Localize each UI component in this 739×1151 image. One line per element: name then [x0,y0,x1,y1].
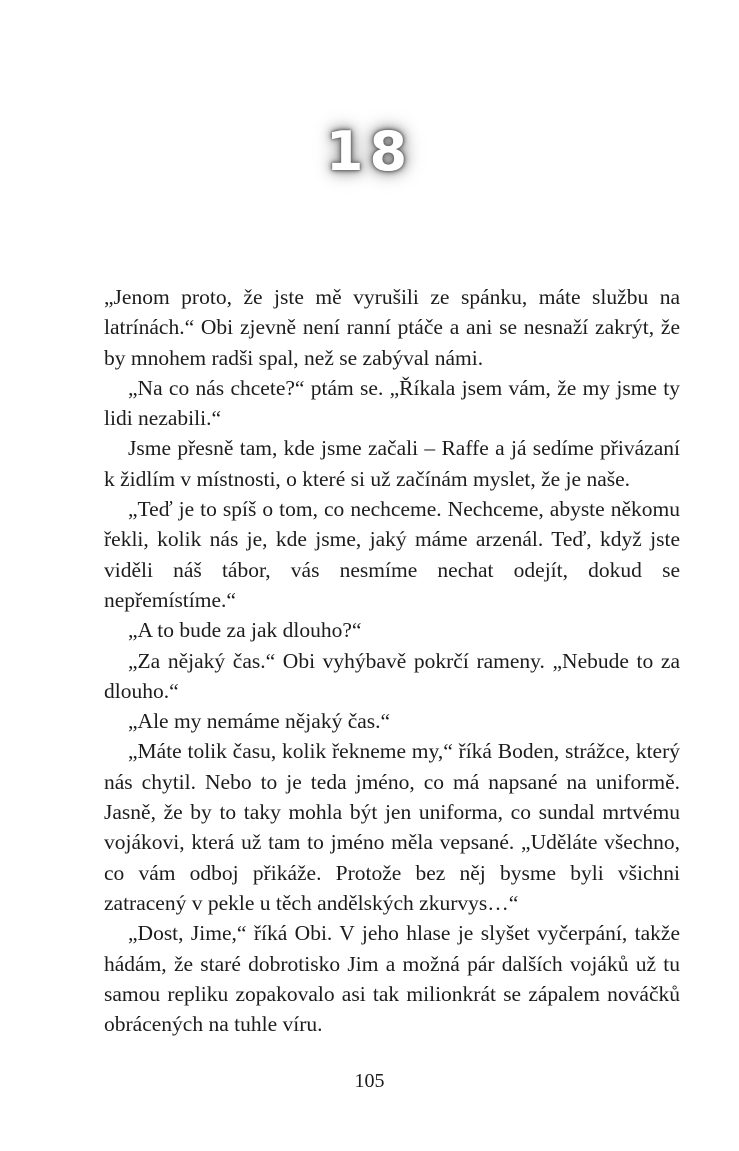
paragraph-1: „Jenom proto, že jste mě vyrušili ze spánku, máte službu na latrínách.“ Obi zjevně není ranní ptáče a ani se nesnaží zakrýt, že by mnohem radši spal, než se zabýval námi. [104,285,680,370]
paragraph-8: „Máte tolik času, kolik řekneme my,“ říká Boden, strážce, který nás chytil. Nebo to je teda jméno, co má napsané na uniformě. Jasně, že by to taky mohla být jen uniforma, co sundal mrtvému vojákovi, která už tam to jméno měla vepsané. „Uděláte všechno, co vám odboj přikáže. Protože bez něj bysme byli všichni zatracený v pekle u těch andělských zkurvys…“ [104,739,680,915]
paragraph-2: „Na co nás chcete?“ ptám se. „Říkala jsem vám, že my jsme ty lidi nezabili.“ [104,375,680,431]
chapter-body [104,282,680,1039]
page-number: 105 [354,1070,385,1092]
paragraph-4: „Teď je to spíš o tom, co nechceme. Nechceme, abyste někomu řekli, kolik nás je, kde jsme, jaký máme arzenál. Teď, když jste viděli náš tábor, vás nesmíme nechat odejít, dokud se nepřemístíme.“ [104,497,680,612]
paragraph-6: „Za nějaký čas.“ Obi vyhýbavě pokrčí rameny. „Nebude to za dlouho.“ [104,648,680,703]
paragraph-3: Jsme přesně tam, kde jsme začali – Raffe a já sedíme přivázaní k židlím v místnosti, o které si už začínám myslet, že je naše. [104,436,680,491]
paragraph-7: „Ale my nemáme nějaký čas.“ [128,709,391,734]
paragraph-9: „Dost, Jime,“ říká Obi. V jeho hlase je slyšet vyčerpání, takže hádám, že staré dobrotisko Jim a možná pár dalších vojáků už tu samou repliku zopakovalo asi tak milionkrát se zápalem nováčků obrácených na tuhle víru. [104,921,680,1037]
paragraph-5: „A to bude za jak dlouho?“ [128,618,362,643]
chapter-number: 18 [325,120,414,183]
